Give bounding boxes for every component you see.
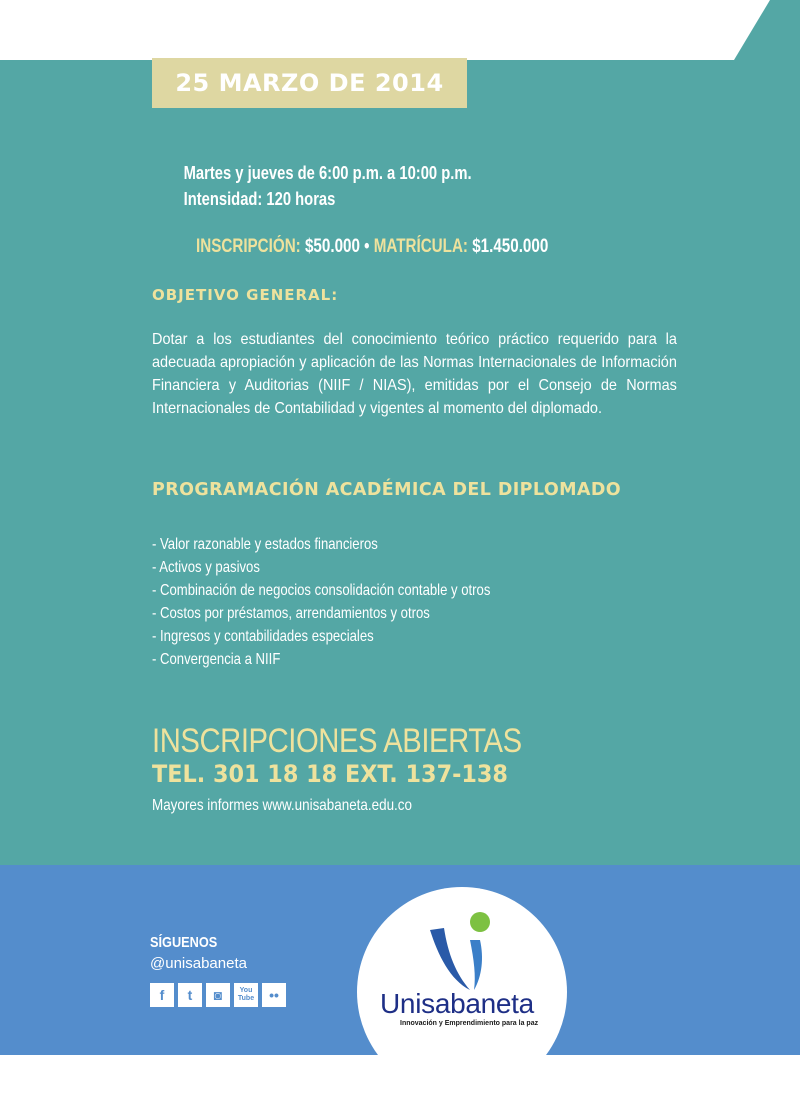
follow-us-label: SÍGUENOS xyxy=(150,934,218,951)
inscription-value: $50.000 xyxy=(304,236,360,257)
youtube-icon[interactable]: You Tube xyxy=(234,983,258,1007)
facebook-icon[interactable]: f xyxy=(150,983,174,1007)
tuition-label: MATRÍCULA: xyxy=(373,236,468,257)
logo-name: Unisabaneta xyxy=(380,988,534,1019)
price-line xyxy=(196,236,548,258)
logo-mark-icon xyxy=(420,910,510,995)
program-list xyxy=(152,533,490,671)
list-item: - Valor razonable y estados financieros xyxy=(152,536,378,553)
schedule-block xyxy=(184,160,472,212)
list-item: - Activos y pasivos xyxy=(152,559,260,576)
instagram-icon[interactable]: ◙ xyxy=(206,983,230,1007)
list-item: - Combinación de negocios consolidación contable y otros xyxy=(152,582,491,599)
list-item: - Costos por préstamos, arrendamientos y otros xyxy=(152,605,430,622)
registration-open-headline: INSCRIPCIONES ABIERTAS xyxy=(152,722,522,760)
twitter-icon[interactable]: t xyxy=(178,983,202,1007)
corner-triangle xyxy=(0,0,800,60)
tuition-value: $1.450.000 xyxy=(472,236,549,257)
inscription-label: INSCRIPCIÓN: xyxy=(196,236,301,257)
list-item: - Convergencia a NIIF xyxy=(152,651,281,668)
logo-tagline: Innovación y Emprendimiento para la paz xyxy=(400,1020,539,1027)
flickr-icon[interactable]: •• xyxy=(262,983,286,1007)
schedule-intensity: Intensidad: 120 horas xyxy=(183,189,336,209)
objective-text: Dotar a los estudiantes del conocimiento teórico práctico requerido para la adecuada apropiación y aplicación de las Normas Internacionales de Información Financiera y Auditorias (NIIF / NIAS), emitidas por el Consejo de Normas Internacionales de Contabilidad y vigentes al momento del diplomado. xyxy=(152,331,677,417)
program-heading: PROGRAMACIÓN ACADÉMICA DEL DIPLOMADO xyxy=(152,480,622,500)
social-icons xyxy=(150,983,286,1007)
more-info-link[interactable]: Mayores informes www.unisabaneta.edu.co xyxy=(152,797,412,814)
date-text: 25 MARZO DE 2014 xyxy=(175,69,444,97)
social-handle[interactable]: @unisabaneta xyxy=(150,955,247,972)
phone-number: TEL. 301 18 18 EXT. 137-138 xyxy=(152,760,508,788)
list-item: - Ingresos y contabilidades especiales xyxy=(152,628,374,645)
date-badge xyxy=(152,58,467,108)
price-separator: • xyxy=(364,236,370,257)
schedule-days: Martes y jueves de 6:00 p.m. a 10:00 p.m. xyxy=(183,163,472,183)
objective-heading: OBJETIVO GENERAL: xyxy=(152,286,339,304)
